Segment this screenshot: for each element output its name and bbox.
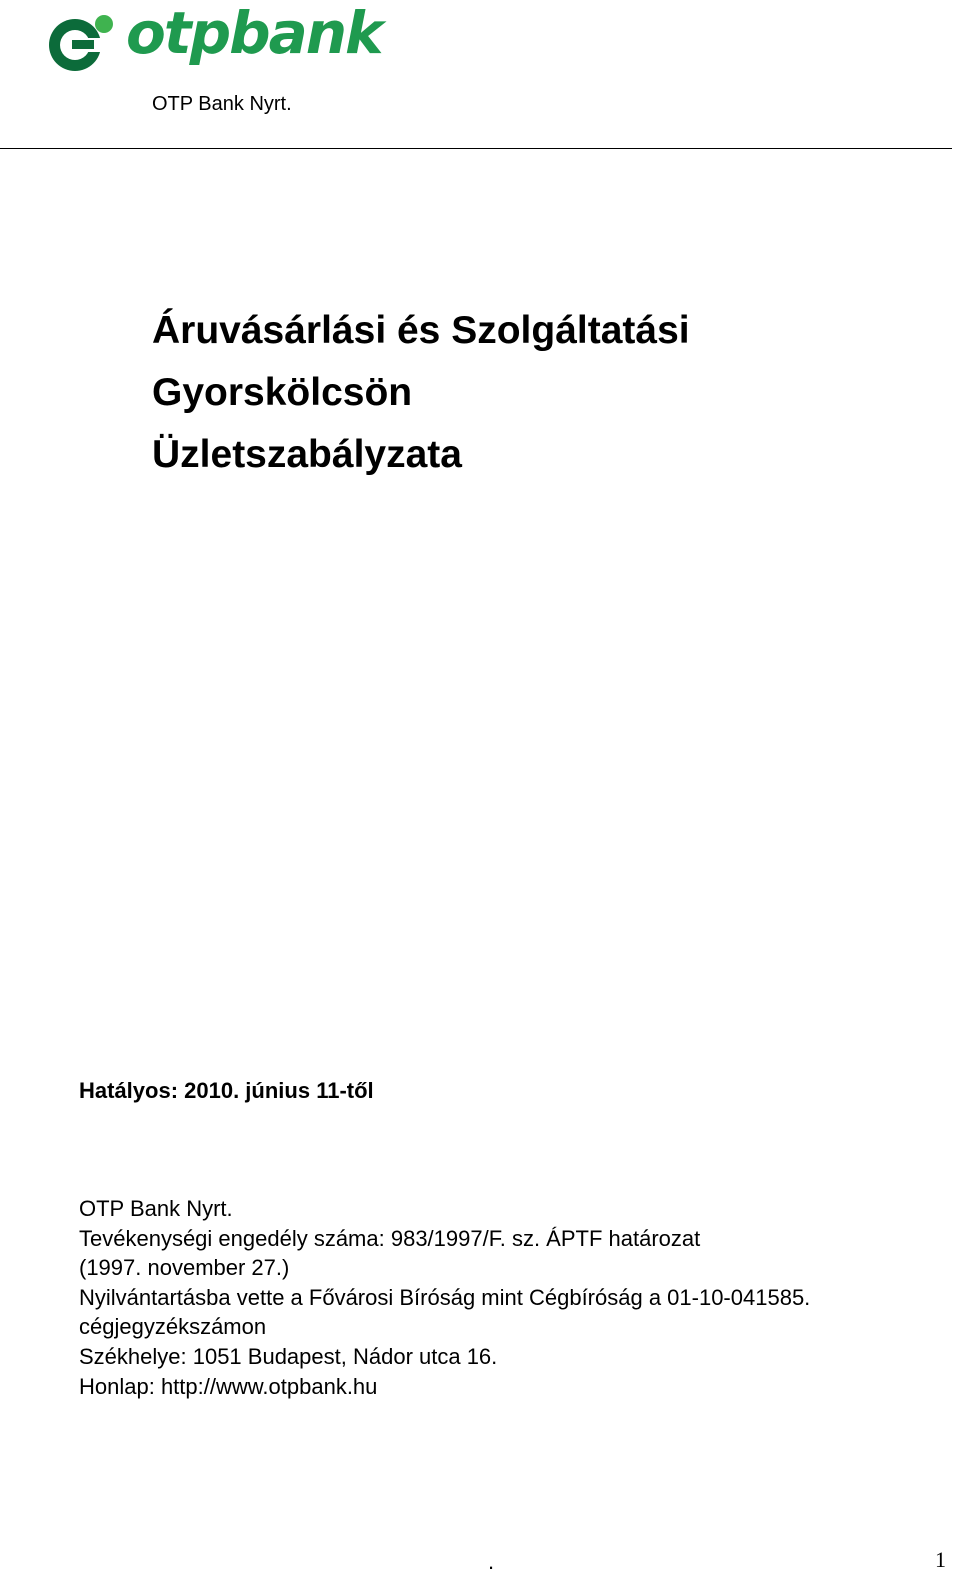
logo-wordmark: otpbank (126, 0, 382, 67)
title-line-2: Gyorskölcsön (152, 371, 413, 414)
title-line-3: Üzletszabályzata (152, 433, 462, 476)
header-company-name: OTP Bank Nyrt. (152, 93, 292, 115)
otp-bank-logo (42, 0, 382, 78)
company-info-block (79, 1194, 939, 1401)
registration-text: Nyilvántartásba vette a Fővárosi Bíróság mint Cégbíróság a 01-10-041585. (79, 1284, 811, 1310)
otp-logo-mark-icon (42, 8, 122, 78)
headquarters: Székhelye: 1051 Budapest, Nádor utca 16. (79, 1343, 498, 1369)
page-number: 1 (935, 1547, 946, 1572)
license-number: Tevékenységi engedély száma: 983/1997/F. sz. ÁPTF határozat (79, 1225, 701, 1251)
footer-dot: . (488, 1549, 495, 1574)
registration-suffix: cégjegyzékszámon (79, 1314, 267, 1340)
company-name: OTP Bank Nyrt. (79, 1196, 233, 1221)
title-line-1: Áruvásárlási és Szolgáltatási (152, 309, 690, 352)
header-divider (0, 148, 952, 149)
license-date: (1997. november 27.) (79, 1255, 290, 1281)
document-title (152, 300, 690, 486)
website: Honlap: http://www.otpbank.hu (79, 1373, 378, 1399)
effective-date: Hatályos: 2010. június 11-től (79, 1078, 374, 1103)
